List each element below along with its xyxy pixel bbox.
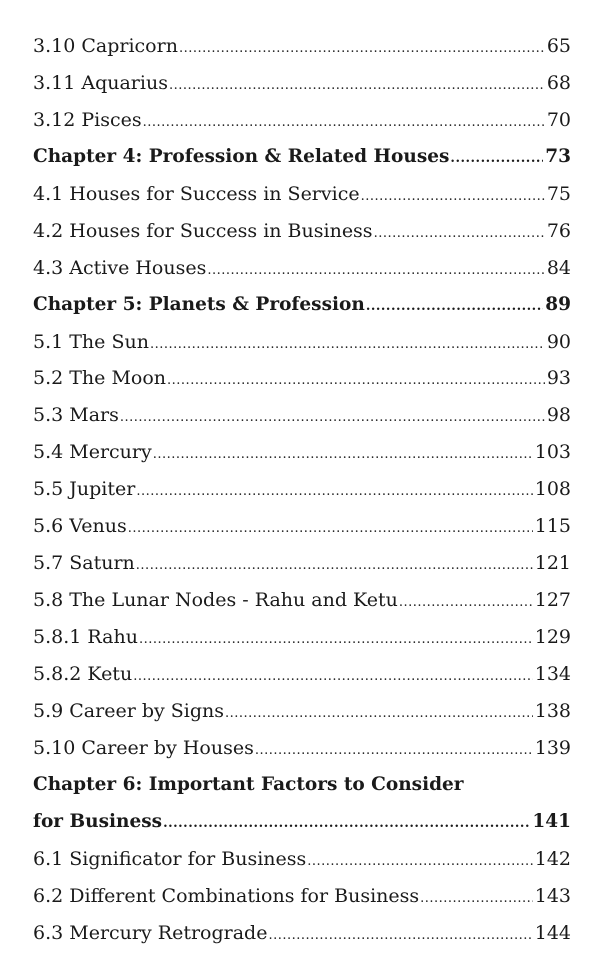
toc-leader-dots <box>307 844 532 881</box>
toc-leader-dots <box>153 437 533 474</box>
toc-entry-title: 6.2 Different Combinations for Business <box>33 884 420 907</box>
toc-entry-page: 75 <box>546 182 571 205</box>
toc-entry <box>33 360 571 397</box>
toc-entry <box>33 324 571 361</box>
toc-leader-dots <box>179 31 545 68</box>
toc-entry <box>33 730 571 767</box>
toc-entry-title: 6.1 Significator for Business <box>33 847 307 870</box>
table-of-contents <box>33 28 571 951</box>
toc-entry <box>33 656 571 693</box>
toc-leader-dots <box>399 585 533 622</box>
toc-entry <box>33 102 571 139</box>
toc-leader-dots <box>361 179 545 216</box>
toc-chapter-page: 73 <box>545 145 571 167</box>
toc-leader-dots <box>268 918 532 955</box>
toc-entry-title: 5.5 Jupiter <box>33 478 136 501</box>
toc-entry-page: 90 <box>546 330 571 353</box>
toc-leader-dots <box>207 253 544 290</box>
toc-leader-dots <box>225 696 533 733</box>
toc-leader-dots <box>167 363 545 400</box>
toc-leader-dots <box>169 68 545 105</box>
toc-entry-title: 5.2 The Moon <box>33 367 167 390</box>
toc-entry-page: 70 <box>546 108 571 131</box>
toc-leader-dots <box>255 733 533 770</box>
toc-entry-title: 5.10 Career by Houses <box>33 736 254 759</box>
toc-entry-page: 139 <box>534 736 571 759</box>
toc-entry <box>33 213 571 250</box>
toc-entry <box>33 250 571 287</box>
toc-chapter-title: for Business <box>33 810 163 832</box>
toc-entry <box>33 841 571 878</box>
toc-entry-title: 5.1 The Sun <box>33 330 149 353</box>
toc-leader-dots <box>143 105 545 142</box>
toc-entry <box>33 878 571 915</box>
toc-chapter-entry <box>33 287 571 324</box>
toc-chapter-title: Chapter 4: Profession & Related Houses <box>33 145 450 167</box>
toc-entry <box>33 434 571 471</box>
toc-entry-title: 5.8.1 Rahu <box>33 626 138 648</box>
toc-chapter-entry <box>33 139 571 176</box>
toc-entry-title: 5.7 Saturn <box>33 552 135 575</box>
toc-entry <box>33 397 571 434</box>
toc-entry-page: 76 <box>546 219 571 242</box>
toc-leader-dots <box>420 881 533 918</box>
toc-entry <box>33 65 571 102</box>
toc-entry-page: 144 <box>534 921 571 944</box>
toc-entry-page: 115 <box>534 515 571 538</box>
toc-leader-dots <box>136 474 532 511</box>
toc-leader-dots <box>133 659 533 696</box>
toc-entry <box>33 28 571 65</box>
toc-leader-dots <box>136 548 533 585</box>
toc-entry <box>33 693 571 730</box>
toc-entry-page: 134 <box>534 662 571 685</box>
toc-leader-dots <box>450 141 543 178</box>
toc-leader-dots <box>128 511 533 548</box>
toc-leader-dots <box>139 622 533 659</box>
toc-entry-page: 121 <box>534 552 571 575</box>
toc-entry <box>33 471 571 508</box>
toc-entry <box>33 176 571 213</box>
toc-entry <box>33 545 571 582</box>
toc-leader-dots <box>163 806 530 843</box>
toc-entry-page: 103 <box>534 441 571 464</box>
toc-entry <box>33 582 571 619</box>
toc-chapter-title: Chapter 6: Important Factors to Consider <box>33 773 464 795</box>
toc-entry-title: 5.3 Mars <box>33 404 119 427</box>
toc-leader-dots <box>120 400 545 437</box>
toc-entry-page: 129 <box>534 626 571 648</box>
toc-chapter-entry <box>33 804 571 841</box>
toc-entry-title: 5.9 Career by Signs <box>33 699 224 722</box>
toc-entry-title: 5.6 Venus <box>33 515 127 538</box>
toc-entry-title: 5.8.2 Ketu <box>33 662 133 685</box>
toc-entry-page: 143 <box>534 884 571 907</box>
toc-chapter-entry-line1 <box>33 767 571 804</box>
toc-entry-page: 84 <box>546 256 571 279</box>
toc-entry-title: 3.11 Aquarius <box>33 71 168 94</box>
toc-entry-page: 65 <box>546 35 571 57</box>
toc-entry-page: 68 <box>546 71 571 94</box>
toc-entry-page: 142 <box>534 847 571 870</box>
toc-leader-dots <box>374 216 545 253</box>
toc-entry-title: 3.12 Pisces <box>33 108 142 131</box>
toc-chapter-page: 141 <box>532 810 571 832</box>
toc-entry-title: 5.4 Mercury <box>33 441 152 464</box>
toc-entry <box>33 508 571 545</box>
toc-entry-page: 108 <box>534 478 571 501</box>
toc-chapter-title: Chapter 5: Planets & Profession <box>33 293 365 315</box>
toc-entry-title: 4.1 Houses for Success in Service <box>33 182 360 205</box>
toc-entry-page: 138 <box>534 699 571 722</box>
toc-entry-page: 98 <box>546 404 571 427</box>
toc-entry <box>33 915 571 952</box>
toc-entry-title: 4.2 Houses for Success in Business <box>33 219 373 242</box>
toc-entry-title: 6.3 Mercury Retrograde <box>33 921 268 944</box>
toc-leader-dots <box>150 327 545 364</box>
toc-leader-dots <box>366 289 543 326</box>
toc-entry-title: 4.3 Active Houses <box>33 256 207 279</box>
toc-entry-title: 5.8 The Lunar Nodes - Rahu and Ketu <box>33 589 398 612</box>
toc-entry <box>33 619 571 656</box>
toc-entry-page: 93 <box>546 367 571 390</box>
toc-chapter-page: 89 <box>545 293 571 315</box>
toc-entry-title: 3.10 Capricorn <box>33 35 178 57</box>
toc-entry-page: 127 <box>534 589 571 612</box>
